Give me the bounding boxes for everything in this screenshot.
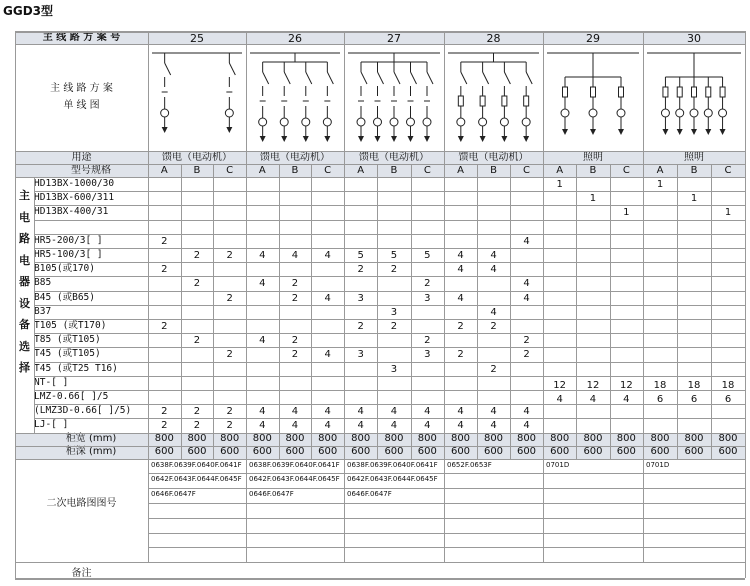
grid-line-h [34, 418, 745, 419]
drawing-number: 0638F.0639F.0640F.0641F [151, 460, 242, 469]
quantity-cell: 4 [457, 292, 464, 304]
drawing-number: 0638F.0639F.0640F.0641F [249, 460, 340, 469]
dimension-cell: 800 [384, 432, 404, 444]
quantity-cell: 12 [586, 379, 600, 391]
quantity-cell: 2 [161, 406, 168, 418]
quantity-cell: 2 [226, 250, 233, 261]
quantity-cell: 2 [226, 292, 233, 304]
grid-line-v [344, 31, 345, 562]
drawing-number: 0642F.0643F.0644F.0645F [347, 475, 438, 484]
quantity-cell: 2 [291, 349, 299, 361]
usage-label: 用途 [71, 152, 92, 163]
dimension-cell: 600 [318, 445, 338, 457]
secondary-circuit-label: 二次电路图图号 [46, 497, 117, 509]
quantity-cell: 2 [193, 250, 201, 261]
quantity-cell: 2 [193, 420, 201, 432]
usage-value: 照明 [583, 152, 603, 163]
grid-line-v [444, 31, 445, 562]
cabinet-width-label: 柜宽 (mm) [65, 432, 117, 444]
quantity-cell: 4 [324, 349, 331, 361]
quantity-cell: 6 [690, 394, 698, 405]
quantity-cell: 1 [724, 207, 732, 219]
dimension-cell: 800 [550, 432, 570, 444]
subcolumn-letter: B [589, 165, 597, 176]
quantity-cell: 4 [457, 264, 464, 276]
dimension-cell: 800 [650, 432, 670, 444]
quantity-cell: 4 [259, 406, 266, 418]
quantity-cell: 2 [161, 420, 168, 432]
grid-line-h [34, 234, 745, 235]
component-name: T85 (或T105) [34, 334, 101, 346]
quantity-cell: 4 [259, 420, 266, 432]
quantity-cell: 4 [523, 278, 530, 290]
quantity-cell: 3 [357, 292, 364, 304]
quantity-cell: 5 [357, 250, 364, 261]
grid-line-h [15, 459, 745, 460]
subcolumn-letter: A [457, 165, 464, 176]
dimension-cell: 800 [154, 432, 174, 444]
quantity-cell: 2 [291, 278, 299, 290]
quantity-cell: 18 [653, 379, 667, 391]
quantity-cell: 4 [589, 394, 597, 405]
subcolumn-letter: C [324, 165, 332, 176]
grid-line-h [15, 562, 745, 563]
quantity-cell: 1 [656, 179, 664, 190]
grid-line-v [543, 31, 544, 562]
grid-line-v [677, 164, 678, 459]
side-label-char: 择 [19, 361, 30, 374]
grid-line-v [711, 164, 712, 459]
quantity-cell: 1 [589, 193, 597, 205]
quantity-cell: 2 [457, 321, 464, 332]
drawing-number: 0701D [646, 460, 670, 469]
quantity-cell: 4 [457, 420, 464, 432]
quantity-cell: 6 [656, 394, 664, 405]
usage-value: 馈电（电动机） [458, 152, 529, 163]
dimension-cell: 600 [516, 445, 537, 457]
subcolumn-letter: A [357, 165, 365, 176]
subcolumn-letter: B [291, 165, 299, 176]
dimension-cell: 800 [450, 432, 471, 444]
component-name: T105 (或T170) [34, 320, 107, 331]
cabinet-depth-label: 柜深 (mm) [65, 445, 117, 457]
grid-line-v [576, 164, 577, 459]
quantity-cell: 12 [619, 379, 633, 391]
side-label-char: 选 [19, 339, 30, 353]
dimension-cell: 800 [718, 432, 738, 444]
quantity-cell: 4 [556, 394, 563, 405]
side-label-char: 电 [19, 210, 30, 224]
grid-line-v [477, 164, 478, 459]
dimension-cell: 800 [483, 432, 504, 444]
component-name: HD13BX-600/311 [34, 192, 115, 204]
drawing-number: 0638F.0639F.0640F.0641F [347, 460, 438, 469]
grid-line-h [15, 446, 745, 447]
grid-line-h [15, 31, 745, 33]
grid-line-h [148, 518, 745, 519]
grid-line-v [643, 31, 644, 562]
quantity-cell: 2 [161, 264, 168, 276]
side-label-char: 主 [19, 189, 30, 202]
grid-line-h [34, 347, 745, 348]
diagram-label: 主 线 路 方 案 [50, 83, 113, 94]
quantity-cell: 4 [357, 420, 364, 432]
dimension-cell: 600 [718, 445, 738, 457]
quantity-cell: 4 [623, 394, 630, 405]
drawing-number: 0652F.0653F [447, 460, 492, 469]
usage-value: 馈电（电动机） [162, 152, 232, 163]
quantity-cell: 4 [390, 406, 398, 418]
quantity-cell: 4 [357, 406, 364, 418]
side-label-char: 设 [19, 296, 30, 310]
grid-line-h [15, 177, 745, 178]
drawing-number: 0701D [546, 460, 570, 469]
page-title: GGD3型 [3, 4, 54, 18]
scheme-number-label: 主 线 路 方 案 号 [42, 32, 121, 43]
quantity-cell: 2 [457, 349, 464, 361]
grid-line-v [377, 164, 378, 459]
quantity-cell: 4 [424, 420, 431, 432]
grid-line-h [34, 291, 745, 292]
quantity-cell: 3 [390, 363, 398, 375]
usage-value: 馈电（电动机） [359, 152, 429, 163]
grid-line-h [34, 220, 745, 221]
grid-line-v [610, 164, 611, 459]
diagram-label: 单 线 图 [63, 100, 100, 111]
drawing-number: 0642F.0643F.0644F.0645F [249, 475, 340, 484]
grid-line-h [15, 151, 745, 152]
quantity-cell: 2 [226, 420, 233, 432]
quantity-cell: 4 [259, 335, 266, 347]
quantity-cell: 2 [226, 349, 233, 361]
quantity-cell: 3 [390, 306, 398, 318]
quantity-cell: 2 [357, 264, 364, 276]
grid-line-v [34, 177, 35, 433]
drawing-number: 0642F.0643F.0644F.0645F [151, 475, 242, 484]
quantity-cell: 4 [291, 406, 299, 418]
grid-line-h [34, 276, 745, 277]
subcolumn-letter: C [622, 165, 630, 176]
drawing-number: 0646F.0647F [249, 490, 294, 499]
dimension-cell: 800 [285, 432, 305, 444]
quantity-cell: 4 [490, 250, 497, 261]
subcolumn-letter: A [160, 165, 168, 176]
grid-line-v [411, 164, 412, 459]
quantity-cell: 4 [324, 292, 331, 304]
subcolumn-letter: C [724, 165, 732, 176]
dimension-cell: 800 [318, 432, 338, 444]
grid-line-h [148, 503, 745, 504]
dimension-cell: 600 [616, 445, 636, 457]
quantity-cell: 3 [424, 292, 431, 304]
subcolumn-letter: A [556, 165, 564, 176]
quantity-cell: 4 [457, 250, 464, 261]
quantity-cell: 1 [690, 193, 698, 205]
quantity-cell: 2 [193, 278, 201, 290]
quantity-cell: 4 [390, 420, 398, 432]
quantity-cell: 3 [357, 349, 364, 361]
grid-line-h [15, 433, 745, 434]
dimension-cell: 600 [650, 445, 670, 457]
quantity-cell: 4 [424, 406, 431, 418]
component-name: LMZ-0.66[ ]/5 [34, 391, 109, 402]
quantity-cell: 2 [490, 321, 497, 332]
subcolumn-letter: B [490, 165, 497, 176]
dimension-cell: 600 [187, 445, 207, 457]
quantity-cell: 3 [424, 349, 431, 361]
quantity-cell: 4 [490, 406, 497, 418]
quantity-cell: 2 [390, 321, 398, 332]
quantity-cell: 18 [687, 379, 701, 391]
grid-line-v [510, 164, 511, 459]
grid-line-h [148, 533, 745, 534]
component-name: HD13BX-400/31 [34, 206, 109, 218]
scheme-number: 30 [687, 32, 701, 45]
dimension-cell: 800 [616, 432, 636, 444]
quantity-cell: 4 [457, 406, 464, 418]
quantity-cell: 2 [161, 235, 168, 247]
quantity-cell: 4 [324, 250, 331, 261]
component-name: T45 (或T25 T16) [34, 362, 118, 374]
component-name: (LMZ3D-0.66[ ]/5) [34, 405, 132, 417]
grid-line-h [15, 164, 745, 165]
grid-line-v [745, 31, 746, 562]
dimension-cell: 600 [220, 445, 240, 457]
dimension-cell: 800 [187, 432, 207, 444]
quantity-cell: 4 [523, 420, 530, 432]
quantity-cell: 4 [523, 406, 530, 418]
grid-line-v [148, 31, 149, 562]
dimension-cell: 600 [154, 445, 174, 457]
side-label-char: 备 [19, 318, 30, 331]
drawing-number: 0646F.0647F [151, 490, 196, 499]
subcolumn-letter: A [258, 165, 266, 176]
dimension-cell: 600 [384, 445, 404, 457]
quantity-cell: 2 [193, 335, 201, 347]
grid-line-v [311, 164, 312, 459]
subcolumn-letter: C [226, 165, 234, 176]
scheme-number: 29 [586, 32, 600, 45]
grid-line-v [181, 164, 182, 459]
side-label-char: 器 [19, 275, 30, 288]
subcolumn-letter: C [423, 165, 431, 176]
quantity-cell: 4 [490, 420, 497, 432]
grid-line-h [34, 404, 745, 405]
component-name: NT-[ ] [34, 376, 69, 388]
usage-value: 馈电（电动机） [260, 152, 330, 163]
grid-line-h [148, 547, 745, 548]
grid-line-h [34, 362, 745, 363]
quantity-cell: 4 [324, 406, 331, 418]
quantity-cell: 2 [424, 335, 431, 347]
usage-value: 照明 [684, 152, 704, 163]
dimension-cell: 600 [285, 445, 305, 457]
single-line-diagram [444, 44, 543, 151]
component-name: HR5-200/3[ ] [34, 234, 103, 246]
grid-line-h [34, 305, 745, 306]
dimension-cell: 800 [417, 432, 437, 444]
component-name: HR5-100/3[ ] [34, 249, 103, 260]
quantity-cell: 4 [324, 420, 331, 432]
dimension-cell: 600 [450, 445, 471, 457]
subcolumn-letter: C [523, 165, 530, 176]
component-name: HD13BX-1000/30 [34, 178, 115, 189]
grid-line-h [34, 262, 745, 263]
dimension-cell: 600 [583, 445, 603, 457]
quantity-cell: 5 [424, 250, 431, 261]
dimension-cell: 800 [351, 432, 371, 444]
component-name: B37 [34, 305, 52, 317]
dimension-cell: 600 [684, 445, 704, 457]
dimension-cell: 800 [684, 432, 704, 444]
single-line-diagram [344, 44, 444, 151]
dimension-cell: 800 [220, 432, 240, 444]
quantity-cell: 4 [259, 278, 266, 290]
remarks-label: 备注 [71, 568, 92, 580]
quantity-cell: 4 [291, 420, 299, 432]
quantity-cell: 4 [490, 264, 497, 276]
quantity-cell: 12 [553, 379, 567, 391]
quantity-cell: 4 [523, 292, 530, 304]
quantity-cell: 2 [523, 335, 530, 347]
grid-line-h [34, 376, 745, 377]
grid-line-h [34, 248, 745, 249]
quantity-cell: 4 [259, 250, 266, 261]
grid-line-v [15, 31, 16, 578]
quantity-cell: 2 [161, 321, 168, 332]
component-name: B85 [34, 277, 52, 289]
dimension-cell: 600 [417, 445, 437, 457]
quantity-cell: 2 [357, 321, 364, 332]
quantity-cell: 2 [490, 363, 497, 375]
scheme-number: 28 [486, 32, 501, 45]
dimension-cell: 800 [252, 432, 272, 444]
single-line-diagram [543, 44, 643, 151]
quantity-cell: 5 [390, 250, 398, 261]
component-name: T45 (或T105) [34, 348, 101, 360]
quantity-cell: 6 [724, 394, 732, 405]
grid-line-h [15, 578, 745, 580]
quantity-cell: 2 [226, 406, 233, 418]
grid-line-h [148, 488, 745, 489]
grid-line-v [246, 31, 247, 562]
grid-line-h [34, 205, 745, 206]
dimension-cell: 800 [583, 432, 603, 444]
scheme-number: 27 [387, 32, 401, 45]
dimension-cell: 600 [550, 445, 570, 457]
dimension-cell: 800 [516, 432, 537, 444]
grid-line-v [279, 164, 280, 459]
subcolumn-letter: B [390, 165, 398, 176]
scheme-number: 25 [190, 32, 204, 45]
single-line-diagram [246, 44, 344, 151]
grid-line-h [148, 473, 745, 474]
subcolumn-letter: B [193, 165, 201, 176]
side-label-char: 电 [19, 253, 30, 267]
scheme-number: 26 [288, 32, 302, 45]
quantity-cell: 2 [291, 335, 299, 347]
quantity-cell: 2 [291, 292, 299, 304]
quantity-cell: 18 [721, 379, 735, 391]
single-line-diagram [148, 44, 246, 151]
quantity-cell: 4 [523, 235, 530, 247]
quantity-cell: 2 [424, 278, 431, 290]
grid-line-h [34, 319, 745, 320]
quantity-cell: 2 [193, 406, 201, 418]
single-line-diagram [643, 44, 745, 151]
quantity-cell: 4 [291, 250, 299, 261]
side-label-char: 路 [19, 232, 30, 245]
model-label: 型号规格 [71, 165, 111, 176]
dimension-cell: 600 [351, 445, 371, 457]
grid-line-v [213, 164, 214, 459]
dimension-cell: 600 [483, 445, 504, 457]
quantity-cell: 1 [556, 179, 563, 190]
quantity-cell: 2 [523, 349, 530, 361]
drawing-number: 0646F.0647F [347, 490, 392, 499]
subcolumn-letter: A [656, 165, 664, 176]
quantity-cell: 2 [390, 264, 398, 276]
dimension-cell: 600 [252, 445, 272, 457]
quantity-cell: 4 [490, 306, 497, 318]
quantity-cell: 1 [623, 207, 630, 219]
subcolumn-letter: B [690, 165, 698, 176]
grid-line-h [34, 333, 745, 334]
grid-line-h [15, 44, 745, 45]
grid-line-h [34, 191, 745, 192]
component-name: LJ-[ ] [34, 419, 69, 431]
component-name: B45 (或B65) [34, 291, 95, 303]
component-name: B105(或170) [34, 263, 95, 275]
grid-line-h [34, 390, 745, 391]
